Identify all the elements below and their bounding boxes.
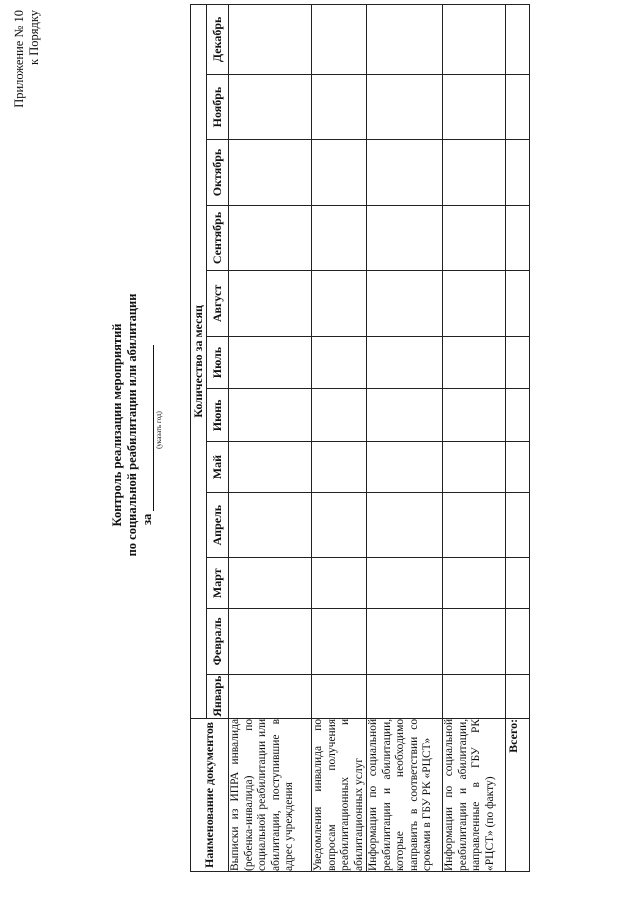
month-value-cell[interactable] <box>312 558 367 609</box>
appendix-note <box>12 10 42 150</box>
month-value-cell[interactable] <box>229 140 312 205</box>
month-value-cell[interactable] <box>367 336 443 389</box>
month-value-cell[interactable] <box>312 140 367 205</box>
appendix-line1: Приложение № 10 <box>12 10 26 108</box>
total-value-cell[interactable] <box>506 492 530 557</box>
month-value-cell[interactable] <box>443 492 506 557</box>
month-value-cell[interactable] <box>229 205 312 270</box>
month-value-cell[interactable] <box>312 5 367 75</box>
month-value-cell[interactable] <box>229 674 312 718</box>
document-name-cell: Уведомления инвалида по вопросам получения реабилитационных и абилитационных услуг <box>312 718 365 871</box>
title-line2: по социальной реабилитации или абилитации <box>125 293 139 557</box>
total-value-cell[interactable] <box>506 442 530 493</box>
month-value-cell[interactable] <box>443 609 506 674</box>
table-row <box>229 5 312 872</box>
month-value-cell[interactable] <box>312 205 367 270</box>
month-value-cell[interactable] <box>312 609 367 674</box>
total-label: Всего: <box>506 718 530 871</box>
year-hint: (указать год) <box>155 411 163 449</box>
total-row <box>506 5 530 872</box>
control-table <box>190 4 530 872</box>
table-row <box>367 5 443 872</box>
month-value-cell[interactable] <box>367 74 443 139</box>
month-value-cell[interactable] <box>443 140 506 205</box>
month-value-cell[interactable] <box>312 74 367 139</box>
month-value-cell[interactable] <box>367 492 443 557</box>
month-value-cell[interactable] <box>229 492 312 557</box>
month-header: Февраль <box>207 609 229 674</box>
month-header: Март <box>207 558 229 609</box>
document-name-cell: Информации по социальной реабилитации и абилитации, направленные в ГБУ РК «РЦСТ» (по факту) <box>443 718 506 871</box>
year-prefix: за <box>140 513 154 525</box>
month-value-cell[interactable] <box>229 442 312 493</box>
month-value-cell[interactable] <box>367 140 443 205</box>
total-value-cell[interactable] <box>506 609 530 674</box>
month-value-cell[interactable] <box>229 5 312 75</box>
month-value-cell[interactable] <box>443 336 506 389</box>
month-header: Апрель <box>207 492 229 557</box>
month-value-cell[interactable] <box>367 558 443 609</box>
total-value-cell[interactable] <box>506 336 530 389</box>
month-value-cell[interactable] <box>229 271 312 336</box>
month-value-cell[interactable] <box>443 271 506 336</box>
total-value-cell[interactable] <box>506 140 530 205</box>
month-value-cell[interactable] <box>229 609 312 674</box>
month-value-cell[interactable] <box>229 389 312 442</box>
document-name-cell: Информации по социальной реабилитации и абилитации, которые необходимо направить в соответствии со сроками в ГБУ РК «РЦСТ» <box>367 718 443 871</box>
month-value-cell[interactable] <box>229 558 312 609</box>
month-group-header: Количество за месяц <box>191 5 207 719</box>
month-value-cell[interactable] <box>229 336 312 389</box>
month-value-cell[interactable] <box>367 389 443 442</box>
month-header: Январь <box>207 674 229 718</box>
month-value-cell[interactable] <box>443 442 506 493</box>
document-name-cell: Выписки из ИПРА инвалида (ребенка-инвалида) по социальной реабилитации или абилитации, поступившие в адрес учреждения <box>229 718 312 871</box>
month-value-cell[interactable] <box>367 5 443 75</box>
month-value-cell[interactable] <box>312 271 367 336</box>
month-header: Май <box>207 442 229 493</box>
table-row <box>312 5 367 872</box>
name-column-header: Наименование документов <box>191 718 229 871</box>
month-header: Сентябрь <box>207 205 229 270</box>
month-value-cell[interactable] <box>367 205 443 270</box>
month-value-cell[interactable] <box>229 74 312 139</box>
month-value-cell[interactable] <box>312 389 367 442</box>
month-value-cell[interactable] <box>443 205 506 270</box>
total-value-cell[interactable] <box>506 74 530 139</box>
total-value-cell[interactable] <box>506 674 530 718</box>
month-header: Декабрь <box>207 5 229 75</box>
month-header: Ноябрь <box>207 74 229 139</box>
appendix-line2: к Порядку <box>27 10 41 65</box>
title-line1: Контроль реализации мероприятий <box>110 323 124 527</box>
month-value-cell[interactable] <box>443 5 506 75</box>
month-value-cell[interactable] <box>367 609 443 674</box>
month-value-cell[interactable] <box>443 558 506 609</box>
header-row-group <box>191 5 207 872</box>
total-value-cell[interactable] <box>506 558 530 609</box>
total-value-cell[interactable] <box>506 389 530 442</box>
total-value-cell[interactable] <box>506 271 530 336</box>
month-value-cell[interactable] <box>312 442 367 493</box>
month-value-cell[interactable] <box>367 674 443 718</box>
month-header: Июнь <box>207 389 229 442</box>
month-header: Август <box>207 271 229 336</box>
month-header: Октябрь <box>207 140 229 205</box>
total-value-cell[interactable] <box>506 205 530 270</box>
month-value-cell[interactable] <box>312 492 367 557</box>
month-header: Июль <box>207 336 229 389</box>
table-row <box>443 5 506 872</box>
month-value-cell[interactable] <box>312 674 367 718</box>
month-value-cell[interactable] <box>367 271 443 336</box>
month-value-cell[interactable] <box>443 674 506 718</box>
month-value-cell[interactable] <box>312 336 367 389</box>
total-value-cell[interactable] <box>506 5 530 75</box>
month-value-cell[interactable] <box>443 74 506 139</box>
year-blank-line <box>153 345 154 511</box>
year-field <box>140 345 154 525</box>
month-value-cell[interactable] <box>443 389 506 442</box>
document-title <box>110 175 140 675</box>
month-value-cell[interactable] <box>367 442 443 493</box>
